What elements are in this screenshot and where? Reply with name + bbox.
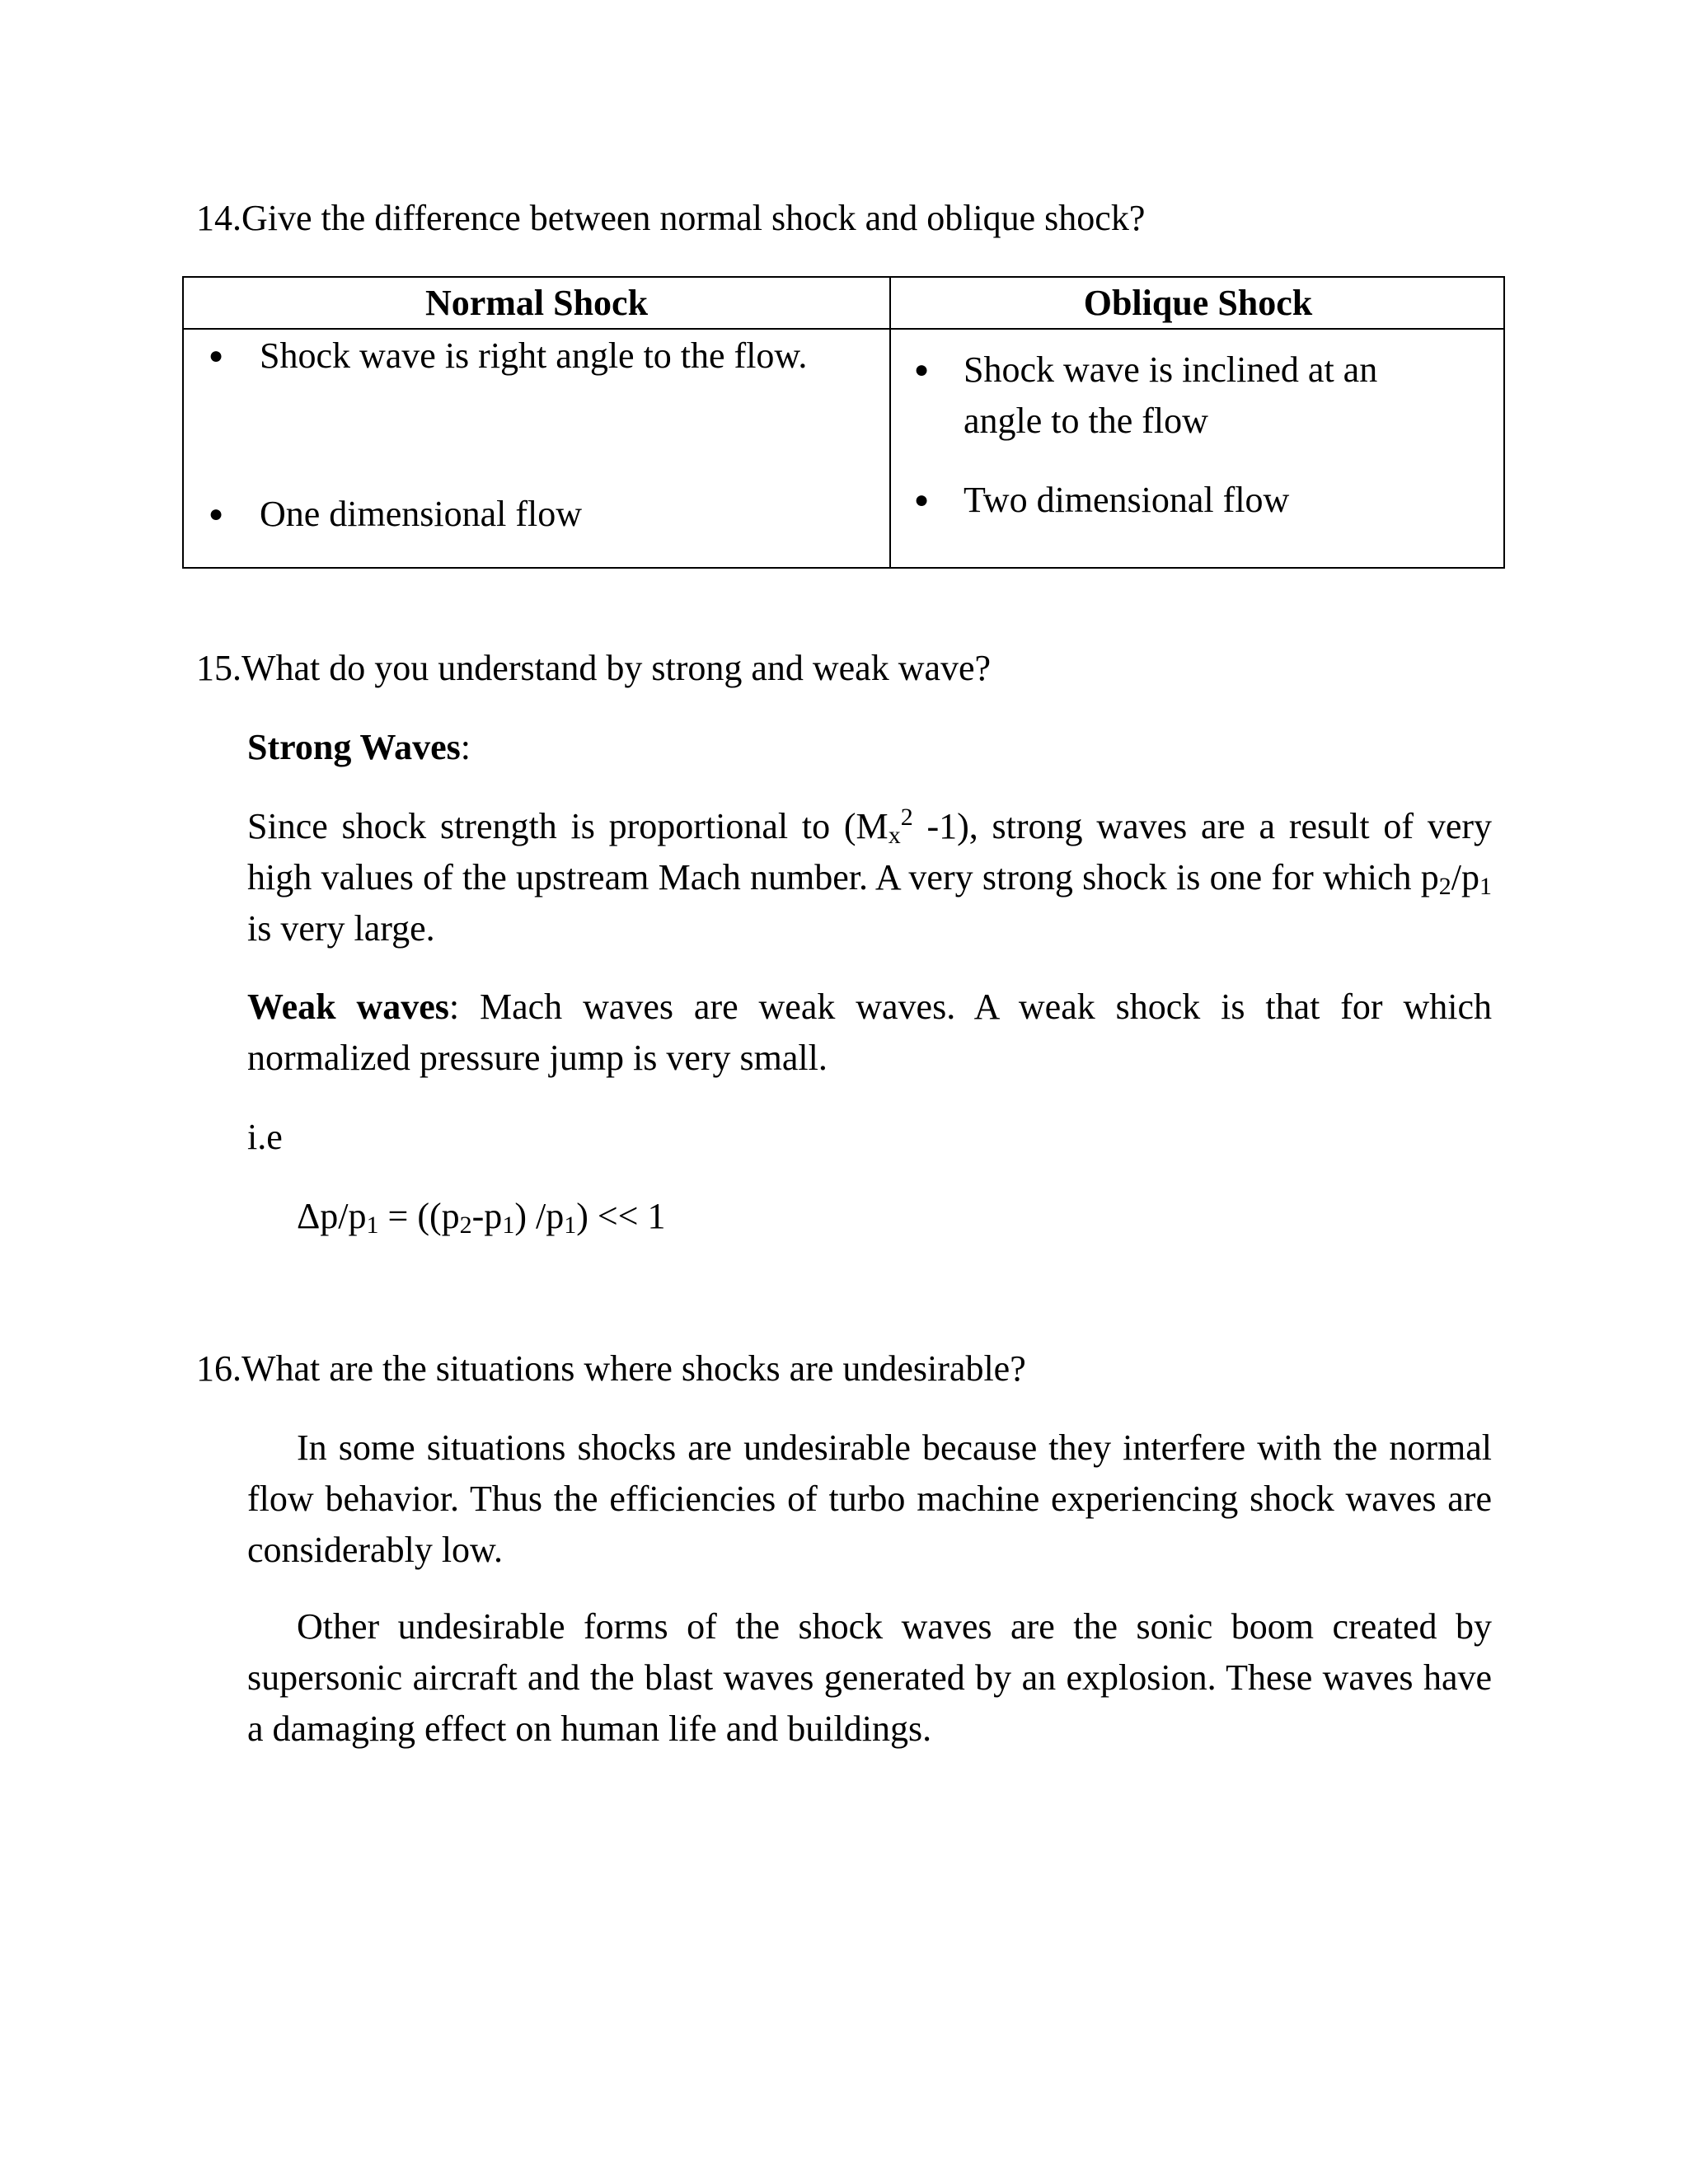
- subscript: x: [888, 822, 901, 849]
- undesirable-shocks-paragraph-2: Other undesirable forms of the shock waves are the sonic boom created by supersonic aircraft and the blast waves generated by an explosion. These waves have a damaging effect on human life and buildings.: [247, 1606, 1492, 1749]
- subscript: 1: [366, 1212, 379, 1239]
- text-run: ) /p: [514, 1196, 565, 1236]
- table-header-normal-shock: Normal Shock: [424, 283, 649, 323]
- text-run: is very large.: [247, 908, 435, 949]
- undesirable-shocks-paragraph-1: In some situations shocks are undesirable because they interfere with the normal flow behavior. Thus the efficiencies of turbo machine experiencing shock waves are considerably low.: [247, 1427, 1492, 1570]
- text-run: -p: [471, 1196, 503, 1236]
- question-16-heading: 16.What are the situations where shocks are undesirable?: [196, 1348, 1026, 1389]
- text-run: Δp/p: [297, 1196, 367, 1236]
- oblique-shock-item-1-line-1: Shock wave is inclined at an: [964, 349, 1378, 390]
- superscript: 2: [900, 804, 913, 831]
- text-run: ) << 1: [576, 1196, 666, 1236]
- normal-shock-item-2: One dimensional flow: [260, 494, 583, 534]
- colon: :: [460, 727, 471, 767]
- subscript: 2: [459, 1212, 472, 1239]
- subscript: 1: [502, 1212, 515, 1239]
- table-header-oblique-shock: Oblique Shock: [1083, 283, 1313, 323]
- weak-waves-text: : Mach waves are weak waves. A weak shock is that for which normalized pressure jump is very small.: [247, 987, 1492, 1078]
- text-run: -1), strong waves are a result of very high values of the upstream Mach number. A very strong shock is one for which p: [247, 806, 1493, 898]
- weak-waves-label: Weak waves: [247, 987, 449, 1027]
- normal-shock-item-1: Shock wave is right angle to the flow.: [260, 335, 808, 376]
- oblique-shock-item-1-line-2: angle to the flow: [964, 401, 1208, 441]
- ie-label: i.e: [247, 1117, 283, 1157]
- text-run: Since shock strength is proportional to (M: [247, 806, 889, 846]
- strong-waves-label: Strong Waves: [247, 727, 461, 767]
- bullet-icon: ●: [914, 486, 930, 513]
- weak-waves-paragraph: [247, 982, 1492, 1084]
- comparison-table: [182, 276, 1505, 569]
- bullet-icon: ●: [209, 500, 224, 527]
- oblique-shock-item-2: Two dimensional flow: [964, 480, 1290, 520]
- question-14-heading: 14.Give the difference between normal shock and oblique shock?: [196, 198, 1146, 238]
- bullet-icon: ●: [914, 356, 930, 383]
- pressure-jump-formula: [297, 1191, 665, 1242]
- subscript: 1: [564, 1212, 577, 1239]
- text-run: = ((p: [378, 1196, 460, 1236]
- question-15-heading: 15.What do you understand by strong and weak wave?: [196, 648, 992, 688]
- strong-waves-heading: [247, 722, 471, 773]
- strong-waves-paragraph: [247, 801, 1492, 954]
- subscript: 2: [1438, 873, 1451, 900]
- text-run: /p: [1451, 857, 1479, 898]
- bullet-icon: ●: [209, 342, 224, 369]
- table-header-divider: [184, 328, 1503, 330]
- subscript: 1: [1479, 873, 1492, 900]
